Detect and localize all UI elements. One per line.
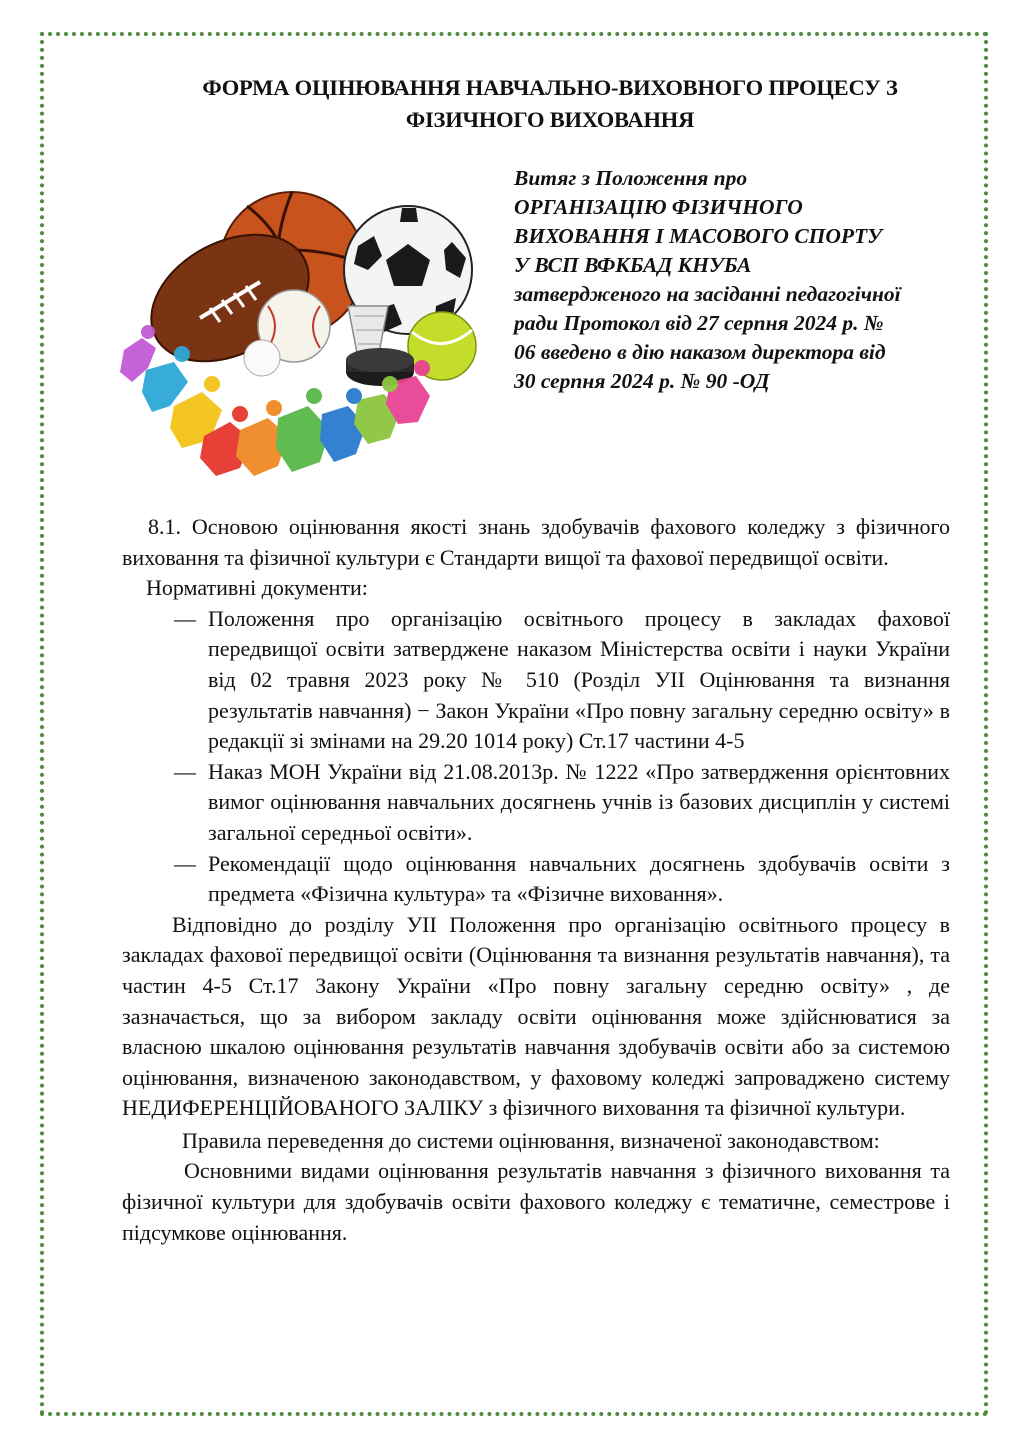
title-line-1: ФОРМА ОЦІНЮВАННЯ НАВЧАЛЬНО-ВИХОВНОГО ПРОЦЕСУ З <box>202 75 898 100</box>
extract-line: 06 введено в дію наказом директора від <box>514 340 886 364</box>
list-item-text: Рекомендації щодо оцінювання навчальних досягнень здобувачів освіти з предмета «Фізична культура» та «Фізичне виховання». <box>208 850 950 907</box>
extract-line: 30 серпня 2024 р. № 90 -ОД <box>514 369 770 393</box>
paragraph-assessment-types: Основними видами оцінювання результатів навчання з фізичного виховання та фізичної культури для здобувачів освіти фахового коледжу є тематичне, семестрове і підсумкове оцінювання. <box>122 1158 950 1245</box>
dash-bullet: — <box>174 758 196 784</box>
extract-line: ОРГАНІЗАЦІЮ ФІЗИЧНОГО <box>514 195 803 219</box>
dash-bullet: — <box>174 850 196 876</box>
title-line-2: ФІЗИЧНОГО ВИХОВАННЯ <box>405 107 695 132</box>
list-item <box>174 849 950 910</box>
paragraph-8-1: 8.1. Основою оцінювання якості знань здобувачів фахового коледжу з фізичного виховання та фізичної культури є Стандарти вищої та фахової передвищої освіти. <box>122 514 950 570</box>
paragraph-conversion-rules: Правила переведення до системи оцінювання, визначеної законодавством: <box>182 1127 880 1153</box>
paragraph-assessment-system: Відповідно до розділу УІІ Положення про організацію освітнього процесу в закладах фахової передвищої освіти (Оцінювання та визнання результатів навчання), та частин 4-5 Ст.17 Закону України «Про повну загальну середню освіту» , де зазначається, що за вибором закладу освіти оцінювання може здійснюватися за власною шкалою оцінювання результатів навчання здобувачів освіти або за системою оцінювання, визначеною законодавством, у фаховому коледжі запроваджено систему НЕДИФЕРЕНЦІЙОВАНОГО ЗАЛІКУ з фізичного виховання та фізичної культури. <box>122 911 950 1121</box>
list-item <box>174 757 950 849</box>
list-item-text: Наказ МОН України від 21.08.2013р. № 1222 «Про затвердження орієнтовних вимог оцінювання навчальних досягнень учнів із базових дисциплін у системі загальної середньої освіти». <box>208 758 950 845</box>
normative-documents-label: Нормативні документи: <box>146 575 368 601</box>
list-item <box>174 604 950 757</box>
page-title <box>120 72 980 136</box>
extract-line: ВИХОВАННЯ І МАСОВОГО СПОРТУ <box>514 224 883 248</box>
list-item-text: Положення про організацію освітнього процесу в закладах фахової передвищої освіти затверджене наказом Міністерства освіти і науки України від 02 травня 2023 року № 510 (Розділ УІІ Оцінювання та визнання результатів навчання) − Закон України «Про повну загальну середню освіту» в редакції зі змінами на 29.20 1014 року) Ст.17 частини 4-5 <box>208 605 950 754</box>
dash-bullet: — <box>174 605 196 631</box>
extract-line: затвердженого на засіданні педагогічної <box>514 282 901 306</box>
golf-ball-icon <box>244 340 280 376</box>
regulation-extract <box>514 164 964 396</box>
extract-line: У ВСП ВФКБАД КНУБА <box>514 253 752 277</box>
normative-documents-list <box>122 604 950 910</box>
extract-line: Витяг з Положення про <box>514 166 748 190</box>
extract-line: ради Протокол від 27 серпня 2024 р. № <box>514 311 884 335</box>
document-body <box>122 512 950 1248</box>
sports-balls-illustration <box>112 186 502 486</box>
